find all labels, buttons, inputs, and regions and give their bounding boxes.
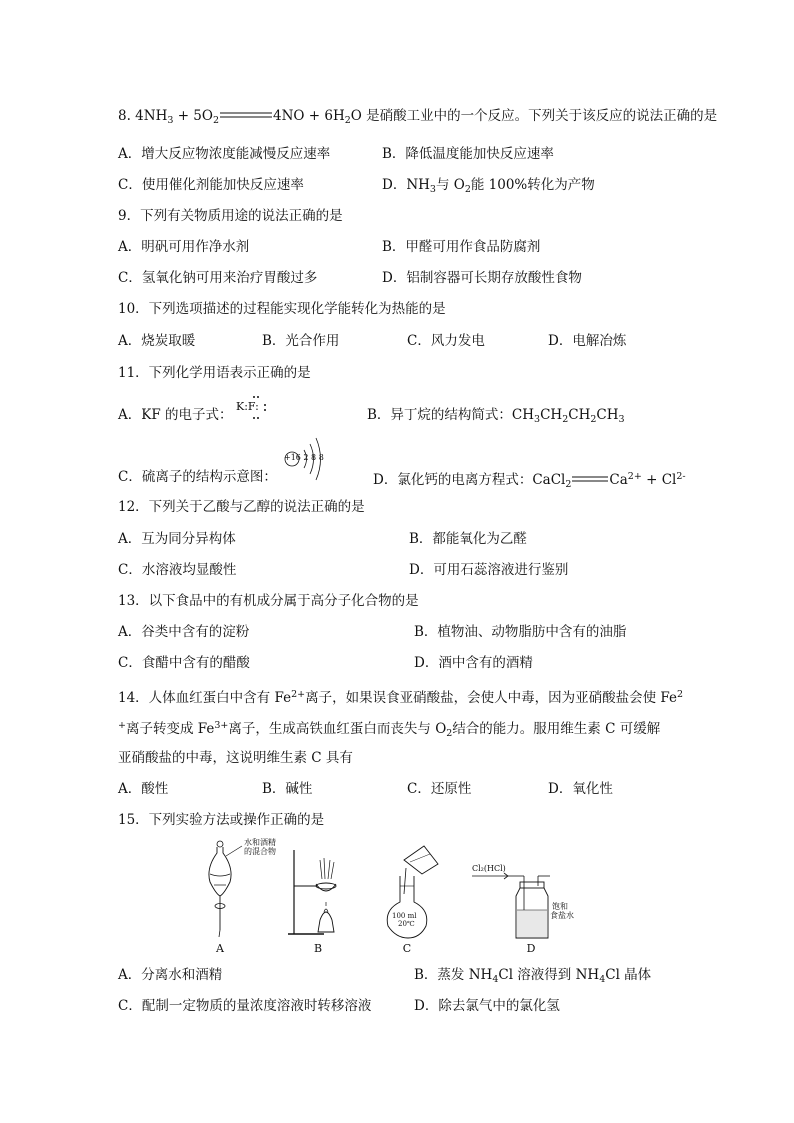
q12-option-c[interactable]: C．水溶液均显酸性 <box>118 562 237 578</box>
q14-stem-line-3: 亚硝酸盐的中毒，这说明维生素 C 具有 <box>118 750 353 766</box>
reaction-equals-sign <box>571 472 609 486</box>
figure-c-note: 20℃ <box>398 920 415 928</box>
figure-d-note: 食盐水 <box>550 911 574 920</box>
q10-option-b[interactable]: B．光合作用 <box>262 333 340 349</box>
figure-a-separatory-funnel <box>198 838 288 938</box>
figure-a-note: 的混合物 <box>244 847 276 856</box>
q9-stem: 9．下列有关物质用途的说法正确的是 <box>118 208 343 224</box>
q8-option-d-part: D．NH <box>382 177 430 193</box>
figure-label-b: B <box>313 942 323 955</box>
q13-option-b[interactable]: B．植物油、动物脂肪中含有的油脂 <box>414 624 627 640</box>
figure-b-evaporation <box>284 846 360 938</box>
q11-b-part: B．异丁烷的结构简式：CH <box>367 407 535 423</box>
q11-stem: 11．下列化学用语表示正确的是 <box>118 365 311 381</box>
q15-sub: 4 <box>599 974 606 985</box>
q15-stem: 15．下列实验方法或操作正确的是 <box>118 812 325 828</box>
q14-part: 离子，如果误食亚硝酸盐，会使人中毒，因为亚硝酸盐会使 Fe <box>305 690 678 706</box>
q10-stem: 10．下列选项描述的过程能实现化学能转化为热能的是 <box>118 301 446 317</box>
q13-stem: 13．以下食品中的有机成分属于高分子化合物的是 <box>118 593 419 609</box>
q11-b-part: CH <box>568 407 591 423</box>
kf-formula-text: K:F: <box>236 400 259 413</box>
q11-d-part: + Cl <box>641 472 677 488</box>
q14-stem-line-2 <box>118 717 660 743</box>
figure-label-a: A <box>216 942 224 955</box>
figure-a-note: 水和酒精 <box>244 838 276 847</box>
q11-sub: 3 <box>534 414 541 425</box>
q11-sub: 3 <box>618 414 625 425</box>
q15-option-a[interactable]: A．分离水和酒精 <box>118 967 223 983</box>
q11-sup: 2- <box>676 471 686 482</box>
q9-option-b[interactable]: B．甲醛可用作食品防腐剂 <box>382 239 541 255</box>
q11-b-part: CH <box>596 407 619 423</box>
q8-sub: 3 <box>429 184 436 195</box>
q11-option-b[interactable] <box>367 406 625 429</box>
evaporating-dish-stand-icon <box>284 846 360 938</box>
q14-part: 结合的能力。服用维生素 C 可缓解 <box>452 721 661 737</box>
q12-stem: 12．下列关于乙酸与乙醇的说法正确的是 <box>118 499 365 515</box>
q11-sub: 2 <box>562 414 569 425</box>
q14-sub: 2 <box>446 728 453 739</box>
q11-sub: 2 <box>565 479 572 490</box>
q12-option-a[interactable]: A．互为同分异构体 <box>118 531 236 547</box>
q11-option-a[interactable] <box>118 406 233 424</box>
figure-label-c: C <box>402 942 412 955</box>
q12-option-b[interactable]: B．都能氧化为乙醛 <box>409 531 527 547</box>
q15-sub: 4 <box>492 974 499 985</box>
figure-label-d: D <box>526 942 536 955</box>
q10-option-c[interactable]: C．风力发电 <box>407 333 485 349</box>
q15-b-part: B．蒸发 NH <box>414 967 493 983</box>
q8-sub: 2 <box>212 115 220 126</box>
q14-sup: 3+ <box>214 720 229 731</box>
q13-option-c[interactable]: C．食醋中含有的醋酸 <box>118 655 250 671</box>
q8-option-a[interactable]: A．增大反应物浓度能减慢反应速率 <box>118 146 331 162</box>
q11-b-part: CH <box>540 407 563 423</box>
figure-c-volumetric-flask <box>378 842 442 940</box>
q8-option-d-part: 与 O <box>435 177 465 193</box>
sulfide-ion-diagram <box>282 430 332 488</box>
q11-d-part: Ca <box>609 472 628 488</box>
q8-stem-part: O 是硝酸工业中的一个反应。下列关于该反应的说法正确的是 <box>350 108 718 124</box>
figure-d-note: Cl₂(HCl) <box>472 864 506 873</box>
q8-stem-part: + 5O <box>173 108 213 124</box>
figure-d-note: 饱和 <box>552 902 568 911</box>
q14-sup: + <box>118 720 126 731</box>
q8-sub: 2 <box>464 184 471 195</box>
q8-option-b[interactable]: B．降低温度能加快反应速率 <box>382 146 554 162</box>
q11-option-a-label: A．KF 的电子式： <box>118 407 233 423</box>
q8-option-d-part: 能 100%转化为产物 <box>470 177 595 193</box>
q8-stem-part: 8. 4NH <box>118 108 168 124</box>
q15-option-b[interactable] <box>414 966 651 989</box>
q9-option-c[interactable]: C．氢氧化钠可用来治疗胃酸过多 <box>118 270 318 286</box>
q13-option-a[interactable]: A．谷类中含有的淀粉 <box>118 624 250 640</box>
q14-option-b[interactable]: B．碱性 <box>262 781 313 797</box>
q8-stem-part: 4NO + 6H <box>273 108 345 124</box>
q14-sup: 2 <box>677 689 684 700</box>
q13-option-d[interactable]: D．酒中含有的酒精 <box>414 655 533 671</box>
q14-stem-line-1 <box>118 686 683 707</box>
q10-option-d[interactable]: D．电解冶炼 <box>548 333 627 349</box>
q15-b-part: Cl 溶液得到 NH <box>498 967 600 983</box>
q8-sub: 3 <box>167 115 174 126</box>
q11-sup: 2+ <box>627 471 642 482</box>
q15-b-part: Cl 晶体 <box>605 967 652 983</box>
q8-sub: 2 <box>344 115 351 126</box>
q8-option-c[interactable]: C．使用催化剂能加快反应速率 <box>118 177 304 193</box>
sulfide-ion-diagram-text: +16 2 8 8 <box>284 453 324 462</box>
q15-option-c[interactable]: C．配制一定物质的量浓度溶液时转移溶液 <box>118 998 372 1014</box>
q9-option-a[interactable]: A．明矾可用作净水剂 <box>118 239 250 255</box>
figure-d-gas-washing-bottle <box>470 864 582 940</box>
q14-part: 14．人体血红蛋白中含有 Fe <box>118 690 292 706</box>
q8-option-d[interactable] <box>382 176 595 199</box>
figure-c-note: 100 ml <box>392 912 417 920</box>
q14-option-c[interactable]: C．还原性 <box>407 781 472 797</box>
reaction-equals-sign <box>219 108 273 122</box>
q12-option-d[interactable]: D．可用石蕊溶液进行鉴别 <box>409 562 569 578</box>
q11-d-part: D．氯化钙的电离方程式：CaCl <box>373 472 566 488</box>
q8-stem <box>118 107 717 130</box>
q9-option-d[interactable]: D．铝制容器可长期存放酸性食物 <box>382 270 582 286</box>
q14-option-d[interactable]: D．氧化性 <box>548 781 613 797</box>
q14-part: 离子，生成高铁血红蛋白而丧失与 O <box>228 721 447 737</box>
q10-option-a[interactable]: A．烧炭取暖 <box>118 333 196 349</box>
q14-sup: 2+ <box>291 689 306 700</box>
q11-option-c[interactable]: C．硫离子的结构示意图： <box>118 469 277 485</box>
kf-electron-formula <box>232 392 272 424</box>
q11-option-d[interactable] <box>373 468 686 494</box>
q14-part: 离子转变成 Fe <box>125 721 215 737</box>
q11-sub: 2 <box>590 414 597 425</box>
q14-option-a[interactable]: A．酸性 <box>118 781 169 797</box>
q15-option-d[interactable]: D．除去氯气中的氯化氢 <box>414 998 560 1014</box>
